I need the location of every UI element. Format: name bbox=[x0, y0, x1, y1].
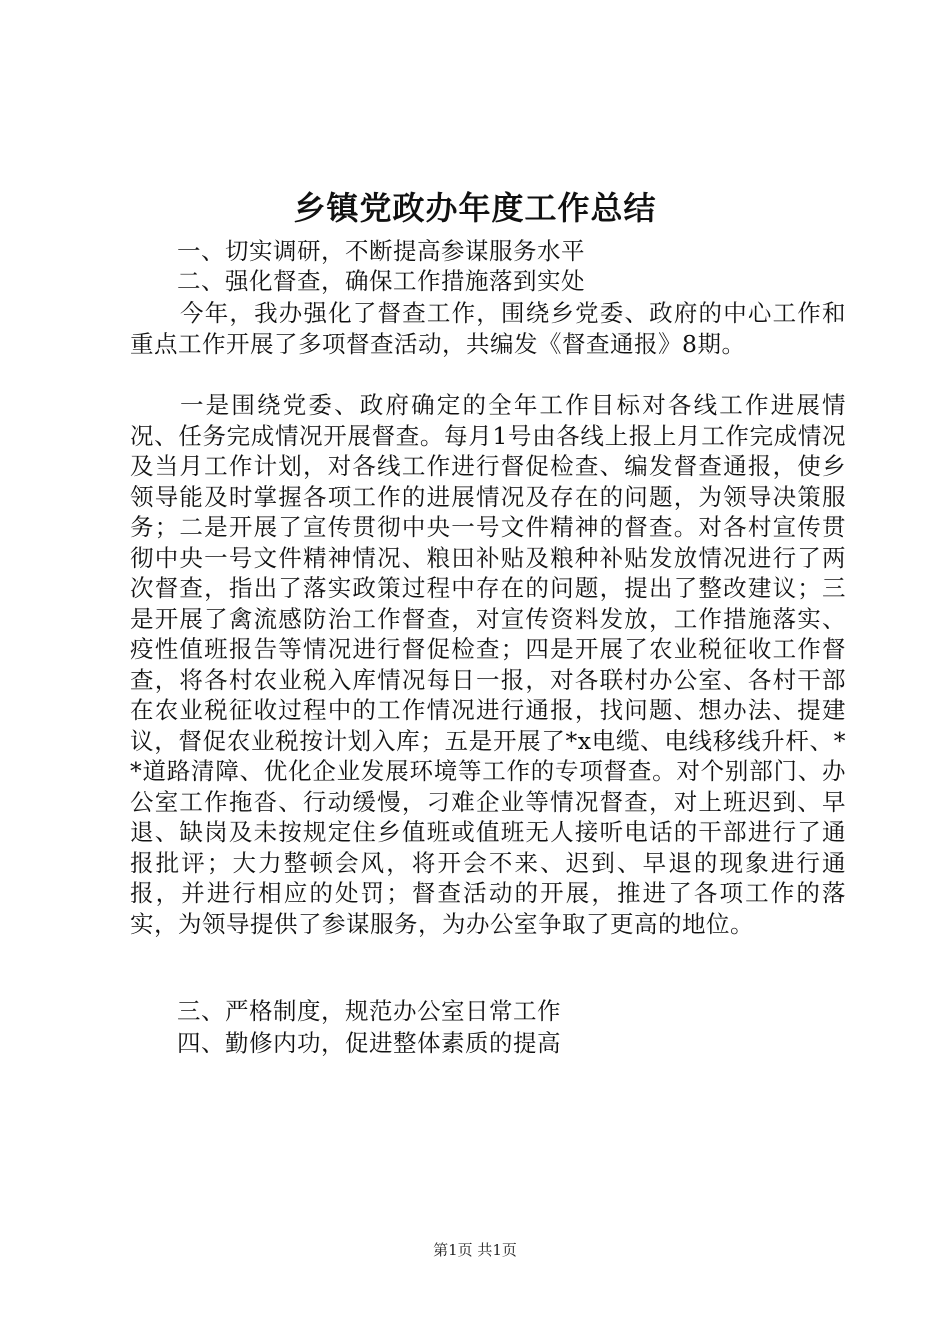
paragraph-details: 一是围绕党委、政府确定的全年工作目标对各线工作进展情况、任务完成情况开展督查。每月1号由各线上报上月工作完成情况及当月工作计划，对各线工作进行督促检查、编发督查通报，使乡领导能及时掌握各项工作的进展情况及存在的问题，为领导决策服务；二是开展了宣传贯彻中央一号文件精神的督查。对各村宣传贯彻中央一号文件精神情况、粮田补贴及粮种补贴发放情况进行了两次督查，指出了落实政策过程中存在的问题，提出了整改建议；三是开展了禽流感防治工作督查，对宣传资料发放，工作措施落实、疫性值班报告等情况进行督促检查；四是开展了农业税征收工作督查，将各村农业税入库情况每日一报，对各联村办公室、各村干部在农业税征收过程中的工作情况进行通报，找问题、想办法、提建议，督促农业税按计划入库；五是开展了*x电缆、电线移线升杆、**道路清障、优化企业发展环境等工作的专项督查。对个别部门、办公室工作拖沓、行动缓慢，刁难企业等情况督查，对上班迟到、早退、缺岗及未按规定住乡值班或值班无人接听电话的干部进行了通报批评；大力整顿会风，将开会不来、迟到、早退的现象进行通报，并进行相应的处罚；督查活动的开展，推进了各项工作的落实，为领导提供了参谋服务，为办公室争取了更高的地位。 bbox=[130, 391, 846, 938]
section-heading-4: 四、勤修内功，促进整体素质的提高 bbox=[177, 1029, 561, 1057]
section-heading-2: 二、强化督查，确保工作措施落到实处 bbox=[177, 267, 585, 295]
section-heading-1: 一、切实调研，不断提高参谋服务水平 bbox=[177, 237, 585, 265]
section-heading-3: 三、严格制度，规范办公室日常工作 bbox=[177, 997, 561, 1025]
page-title: 乡镇党政办年度工作总结 bbox=[293, 189, 657, 227]
page-footer: 第1页 共1页 bbox=[433, 1241, 517, 1259]
paragraph-intro: 今年，我办强化了督查工作，围绕乡党委、政府的中心工作和重点工作开展了多项督查活动，共编发《督查通报》8期。 bbox=[130, 299, 846, 358]
